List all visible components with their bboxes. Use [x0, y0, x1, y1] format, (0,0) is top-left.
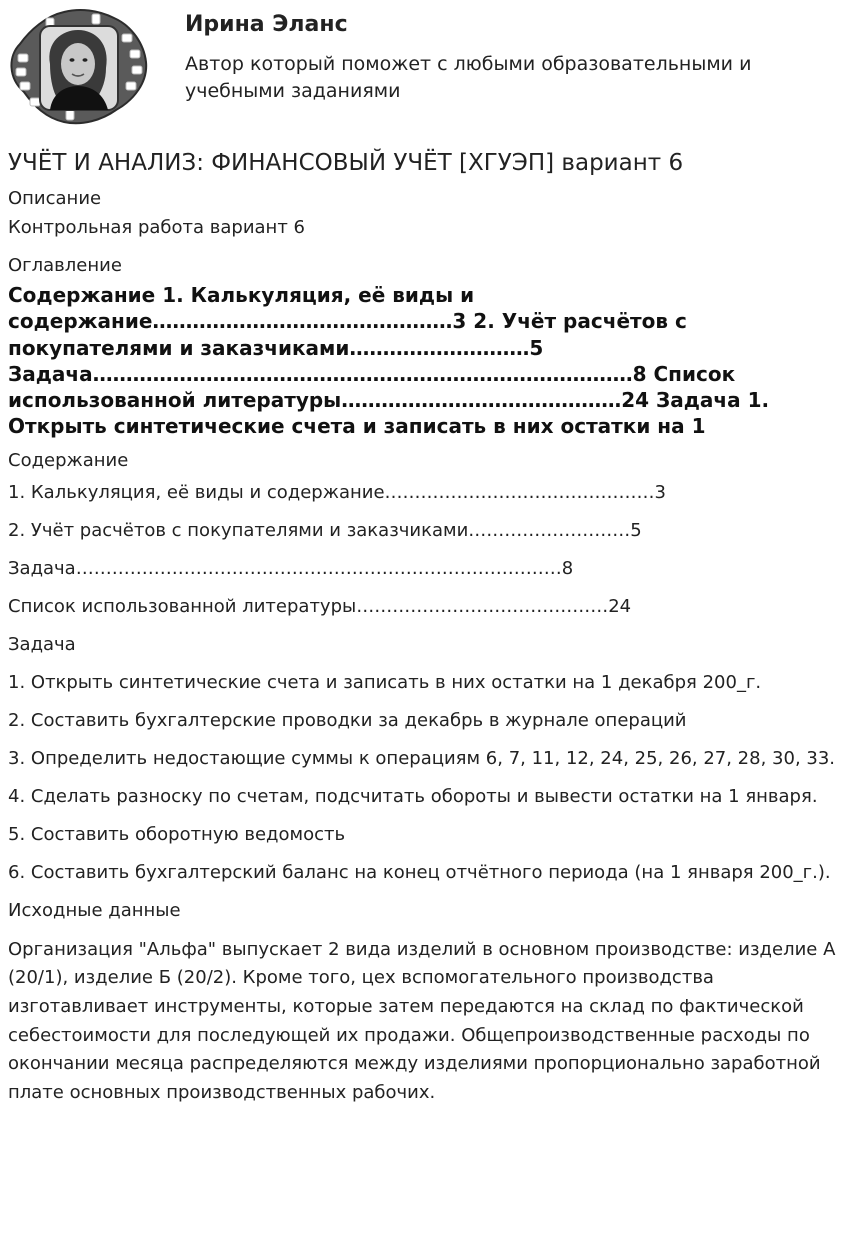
task-item: 1. Открыть синтетические счета и записать в них остатки на 1 декабря 200_г.	[8, 671, 762, 693]
task-item: 3. Определить недостающие суммы к операциям 6, 7, 11, 12, 24, 25, 26, 27, 28, 30, 33.	[8, 747, 836, 769]
author-avatar[interactable]	[6, 6, 152, 128]
task-item: 6. Составить бухгалтерский баланс на конец отчётного периода (на 1 января 200_г.).	[8, 861, 831, 883]
task-label: Задача	[8, 633, 76, 655]
toc-bold-text: Содержание 1. Калькуляция, её виды и содержание………………………………………3 2. Учёт расчётов с покупателями и заказчиками………………………5 Задача………………………………………………………………………8 Список использованной литературы……………………………………24 Задача 1. Открыть синтетические счета и записать в них остатки на 1	[8, 283, 770, 439]
toc-label: Оглавление	[8, 255, 122, 276]
source-data-label: Исходные данные	[8, 899, 181, 921]
task-item: 4. Сделать разноску по счетам, подсчитать обороты и вывести остатки на 1 января.	[8, 785, 818, 807]
description-text: Контрольная работа вариант 6	[8, 217, 305, 238]
author-description: Автор который поможет с любыми образовательными и учебными заданиями	[185, 53, 752, 102]
author-name[interactable]: Ирина Эланс	[185, 12, 348, 37]
contents-label: Содержание	[8, 449, 129, 471]
contents-item: Список использованной литературы……………………………………24	[8, 595, 632, 617]
contents-item: 1. Калькуляция, её виды и содержание………………………………………3	[8, 481, 666, 503]
film-frame-icon	[6, 6, 152, 128]
contents-item: Задача………………………………………………………………………8	[8, 557, 574, 579]
document-content	[8, 146, 838, 1107]
task-item: 5. Составить оборотную ведомость	[8, 823, 346, 845]
source-data-text: Организация "Альфа" выпускает 2 вида изделий в основном производстве: изделие А (20/1), изделие Б (20/2). Кроме того, цех вспомогательного производства изготавливает инструменты, которые затем передаются на склад по фактической себестоимости для последующей их продажи. Общепроизводственные расходы по окончании месяца распределяются между изделиями пропорционально заработной плате основных производственных рабочих.	[8, 938, 836, 1103]
contents-item: 2. Учёт расчётов с покупателями и заказчиками………………………5	[8, 519, 642, 541]
task-item: 2. Составить бухгалтерские проводки за декабрь в журнале операций	[8, 709, 687, 731]
page-title: УЧЁТ И АНАЛИЗ: ФИНАНСОВЫЙ УЧЁТ [ХГУЭП] вариант 6	[8, 150, 684, 176]
author-header	[0, 0, 847, 135]
description-label: Описание	[8, 188, 102, 209]
